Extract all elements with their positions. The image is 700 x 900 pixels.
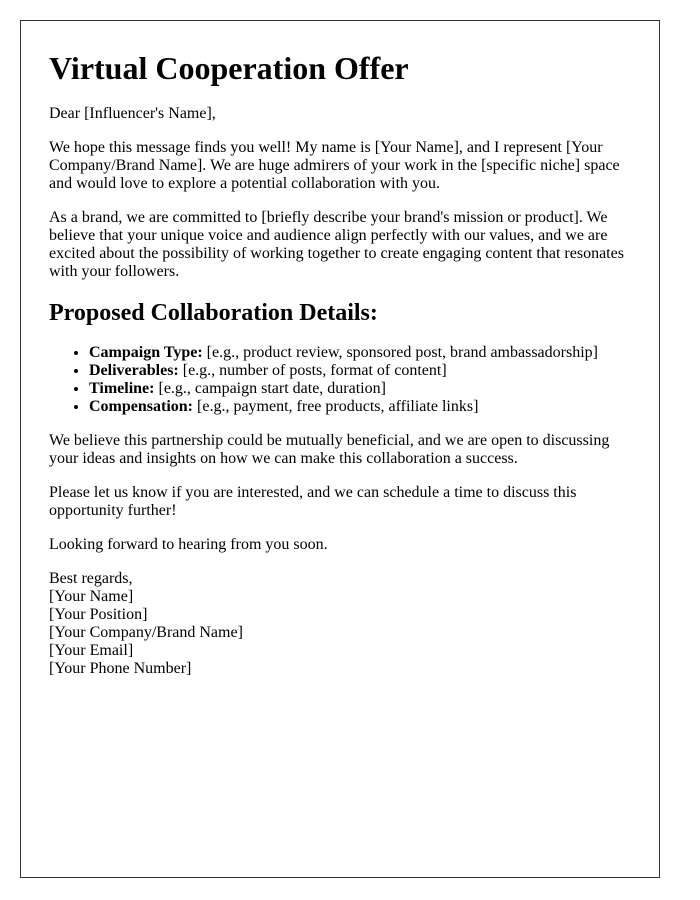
detail-value: [e.g., payment, free products, affiliate links] (193, 398, 479, 415)
list-item (89, 344, 631, 362)
detail-label: Deliverables: (89, 362, 179, 379)
detail-value: [e.g., campaign start date, duration] (154, 380, 386, 397)
detail-label: Compensation: (89, 398, 194, 415)
letter-page (20, 20, 660, 878)
detail-value: [e.g., number of posts, format of content] (178, 362, 447, 379)
signature-salutation: Best regards, (49, 570, 133, 587)
signature-phone: [Your Phone Number] (49, 660, 192, 677)
mission-paragraph: As a brand, we are committed to [briefly describe your brand's mission or product]. We believe that your unique voice and audience align perfectly with our values, and we are excited about the possibility of working together to create engaging content that resonates with your followers. (49, 209, 624, 280)
list-item (89, 398, 631, 416)
letter-title: Virtual Cooperation Offer (49, 50, 409, 86)
list-item (89, 362, 631, 380)
details-heading: Proposed Collaboration Details: (49, 300, 378, 326)
mutual-benefit-paragraph: We believe this partnership could be mutually beneficial, and we are open to discussing your ideas and insights on how we can make this collaboration a success. (49, 432, 610, 467)
signature-email: [Your Email] (49, 642, 134, 659)
closing-line: Looking forward to hearing from you soon. (49, 536, 328, 553)
greeting: Dear [Influencer's Name], (49, 105, 216, 122)
signature-block (49, 570, 631, 678)
details-list (49, 344, 631, 416)
intro-paragraph: We hope this message finds you well! My name is [Your Name], and I represent [Your Company/Brand Name]. We are huge admirers of your work in the [specific niche] space and would love to explore a potential collaboration with you. (49, 139, 620, 192)
interest-paragraph: Please let us know if you are interested, and we can schedule a time to discuss this opportunity further! (49, 484, 577, 519)
detail-label: Timeline: (89, 380, 155, 397)
signature-position: [Your Position] (49, 606, 148, 623)
signature-name: [Your Name] (49, 588, 134, 605)
detail-label: Campaign Type: (89, 344, 203, 361)
signature-company: [Your Company/Brand Name] (49, 624, 243, 641)
detail-value: [e.g., product review, sponsored post, brand ambassadorship] (202, 344, 598, 361)
list-item (89, 380, 631, 398)
